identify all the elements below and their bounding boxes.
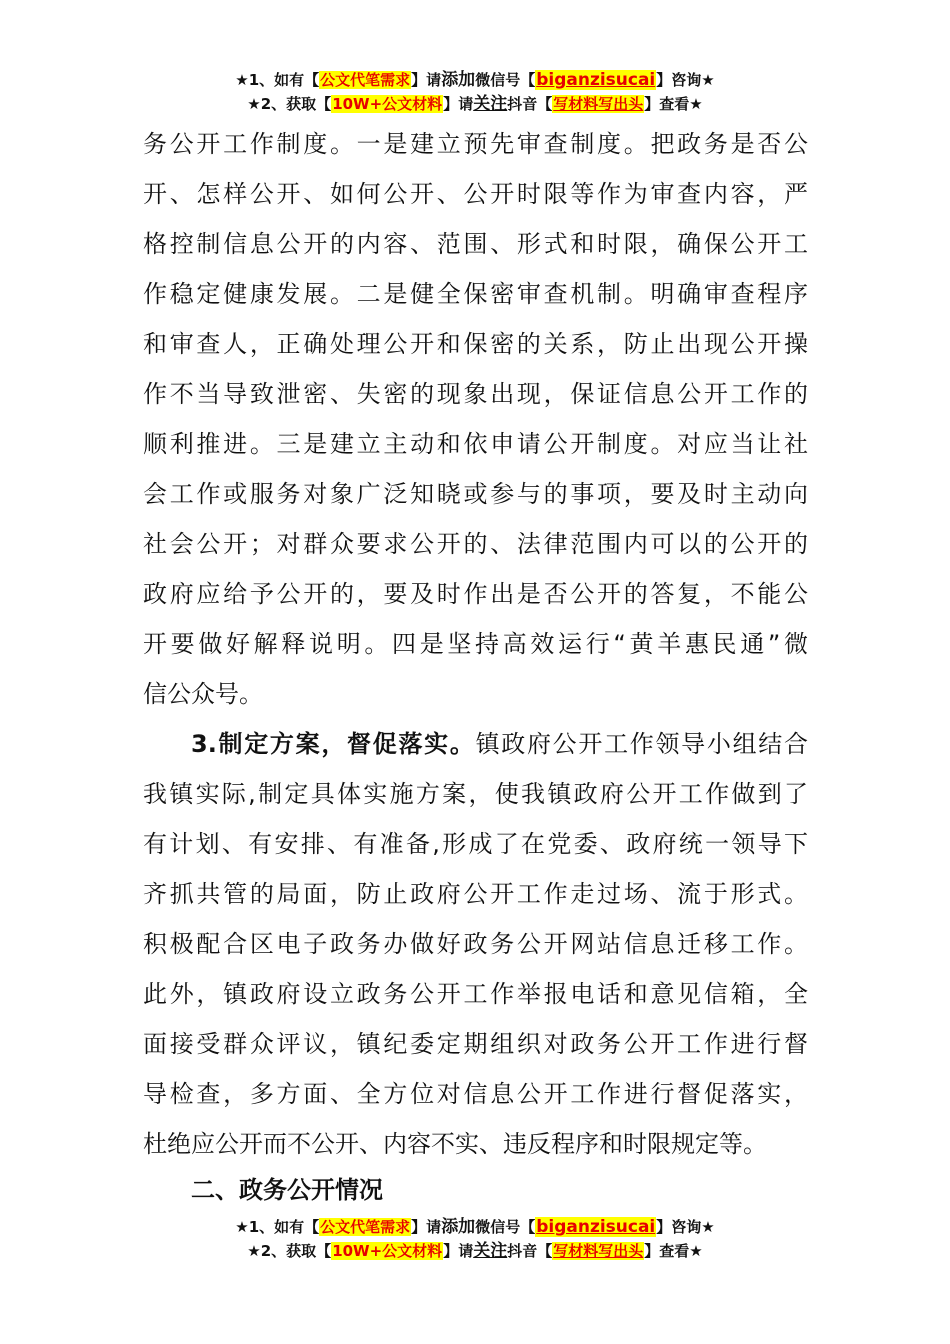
paragraph-line: 开要做好解释说明。四是坚持高效运行“黄羊惠民通”微: [143, 630, 808, 658]
top-banner: [0, 68, 950, 116]
banner-text: 微信号【: [475, 71, 536, 89]
banner-highlight-wechat[interactable]: biganzisucai: [536, 70, 656, 90]
paragraph-line: 社会公开；对群众要求公开的、法律范围内可以的公开的: [143, 530, 808, 558]
banner-text: ★2、获取【: [247, 1242, 332, 1260]
banner-text: 抖音【: [507, 95, 553, 113]
paragraph-line: 务公开工作制度。一是建立预先审查制度。把政务是否公: [143, 130, 808, 158]
paragraph-line: 信公众号。: [143, 680, 263, 708]
paragraph-line: 作不当导致泄密、失密的现象出现，保证信息公开工作的: [143, 380, 808, 408]
banner-highlight: 10W+公文材料: [332, 1242, 443, 1260]
paragraph-line: 和审查人，正确处理公开和保密的关系，防止出现公开操: [143, 330, 808, 358]
banner-line-2: [0, 92, 950, 116]
banner-text: ★2、获取【: [247, 95, 332, 113]
banner-text: 】咨询★: [656, 71, 715, 89]
banner-text: 微信号【: [475, 1218, 536, 1236]
section-heading: 二、政务公开情况: [191, 1176, 383, 1204]
banner-text: 】查看★: [644, 95, 703, 113]
banner-text: 】请: [443, 95, 474, 113]
banner-text: ★1、如有【: [235, 71, 320, 89]
paragraph-line: 作稳定健康发展。二是健全保密审查机制。明确审查程序: [143, 280, 808, 308]
banner-highlight: 公文代笔需求: [320, 1218, 411, 1236]
paragraph-line: 格控制信息公开的内容、范围、形式和时限，确保公开工: [143, 230, 808, 258]
paragraph-text: 镇政府公开工作领导小组结合: [475, 730, 808, 758]
banner-text: 抖音【: [507, 1242, 553, 1260]
banner-highlight: 10W+公文材料: [332, 95, 443, 113]
banner-line-1: [0, 1215, 950, 1239]
banner-text: 】请: [443, 1242, 474, 1260]
paragraph-line: 面接受群众评议，镇纪委定期组织对政务公开工作进行督: [143, 1030, 808, 1058]
document-body: [143, 119, 808, 1169]
paragraph-line: 我镇实际,制定具体实施方案，使我镇政府公开工作做到了: [143, 780, 808, 808]
banner-text: 添加: [441, 1217, 476, 1237]
banner-text: 】查看★: [644, 1242, 703, 1260]
paragraph-line: 顺利推进。三是建立主动和依申请公开制度。对应当让社: [143, 430, 808, 458]
bottom-banner: [0, 1215, 950, 1263]
banner-highlight-douyin[interactable]: 写材料写出头: [553, 1242, 644, 1260]
banner-line-1: [0, 68, 950, 92]
paragraph-line: 齐抓共管的局面，防止政府公开工作走过场、流于形式。: [143, 880, 808, 908]
paragraph-line: 此外，镇政府设立政务公开工作举报电话和意见信箱，全: [143, 980, 808, 1008]
paragraph-line: 政府应给予公开的，要及时作出是否公开的答复，不能公: [143, 580, 808, 608]
paragraph-line: 积极配合区电子政务办做好政务公开网站信息迁移工作。: [143, 930, 808, 958]
paragraph-line: 杜绝应公开而不公开、内容不实、违反程序和时限规定等。: [143, 1130, 767, 1158]
paragraph-line: 开、怎样公开、如何公开、公开时限等作为审查内容，严: [143, 180, 808, 208]
banner-highlight-douyin[interactable]: 写材料写出头: [553, 95, 644, 113]
paragraph-lead-line: [143, 719, 808, 769]
banner-text: 】请: [411, 71, 442, 89]
banner-text: 关注: [473, 94, 508, 114]
banner-line-2: [0, 1239, 950, 1263]
paragraph-line: 导检查，多方面、全方位对信息公开工作进行督促落实，: [143, 1080, 808, 1108]
banner-text: 关注: [473, 1241, 508, 1261]
banner-highlight-wechat[interactable]: biganzisucai: [536, 1217, 656, 1237]
banner-text: 】请: [411, 1218, 442, 1236]
paragraph-line: 会工作或服务对象广泛知晓或参与的事项，要及时主动向: [143, 480, 808, 508]
banner-text: 添加: [441, 70, 476, 90]
subsection-title: 3.制定方案，督促落实。: [191, 730, 476, 758]
paragraph-line: 有计划、有安排、有准备,形成了在党委、政府统一领导下: [143, 830, 808, 858]
banner-highlight: 公文代笔需求: [320, 71, 411, 89]
banner-text: 】咨询★: [656, 1218, 715, 1236]
banner-text: ★1、如有【: [235, 1218, 320, 1236]
